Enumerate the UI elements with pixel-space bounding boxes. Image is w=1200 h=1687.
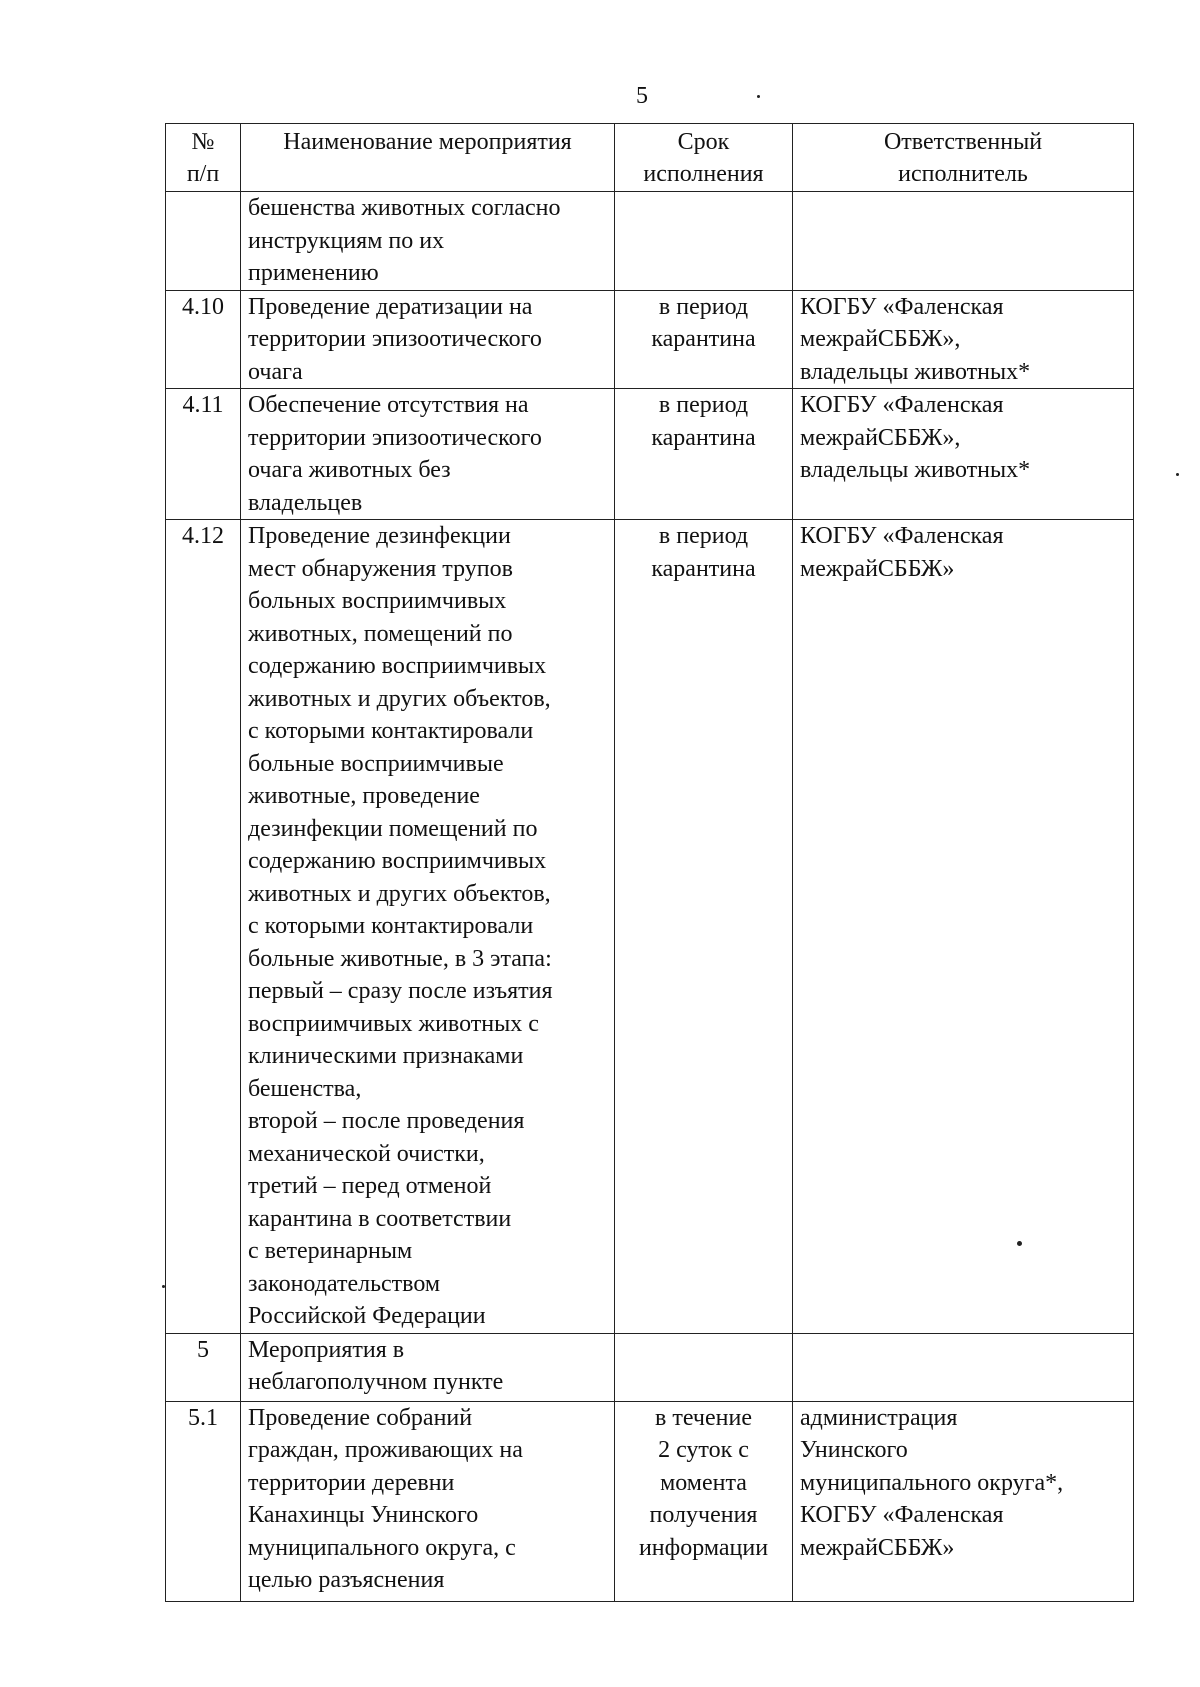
page-number: 5 <box>636 83 648 109</box>
row-responsible <box>793 192 1134 291</box>
row-term <box>615 192 793 291</box>
column-header-term: Срок исполнения <box>615 124 793 192</box>
row-responsible: КОГБУ «Фаленская межрайСББЖ», владельцы животных* <box>793 389 1134 520</box>
row-number: 4.12 <box>166 520 241 1334</box>
row-responsible: КОГБУ «Фаленская межрайСББЖ» <box>793 520 1134 1334</box>
row-measure-name: Обеспечение отсутствия на территории эпизоотического очага животных без владельцев <box>241 389 615 520</box>
column-header-name: Наименование мероприятия <box>241 124 615 192</box>
table-row <box>166 290 1134 389</box>
row-measure-name: бешенства животных согласно инструкциям по их применению <box>241 192 615 291</box>
table-row <box>166 389 1134 520</box>
row-term: в течение 2 суток с момента получения информации <box>615 1401 793 1601</box>
table-header-row <box>166 124 1134 192</box>
table-row <box>166 1401 1134 1601</box>
row-measure-name: Проведение дезинфекции мест обнаружения трупов больных восприимчивых животных, помещений по содержанию восприимчивых животных и других объектов, с которыми контактировали больные восприимчивые животные, проведение дезинфекции помещений по содержанию восприимчивых животных и других объектов, с которыми контактировали больные животные, в 3 этапа: первый – сразу после изъятия восприимчивых животных с клиническими признаками бешенства, второй – после проведения механической очистки, третий – перед отменой карантина в соответствии с ветеринарным законодательством Российской Федерации <box>241 520 615 1334</box>
row-term: в период карантина <box>615 520 793 1334</box>
row-term: в период карантина <box>615 389 793 520</box>
row-measure-name: Проведение дератизации на территории эпизоотического очага <box>241 290 615 389</box>
table-row <box>166 520 1134 1334</box>
row-responsible: КОГБУ «Фаленская межрайСББЖ», владельцы животных* <box>793 290 1134 389</box>
row-number: 5.1 <box>166 1401 241 1601</box>
row-measure-name: Проведение собраний граждан, проживающих на территории деревни Канахинцы Унинского муниципального округа, с целью разъяснения <box>241 1401 615 1601</box>
row-number: 5 <box>166 1333 241 1401</box>
table-row <box>166 1333 1134 1401</box>
row-responsible: администрация Унинского муниципального округа*, КОГБУ «Фаленская межрайСББЖ» <box>793 1401 1134 1601</box>
column-header-responsible: Ответственный исполнитель <box>793 124 1134 192</box>
row-number: 4.10 <box>166 290 241 389</box>
row-number <box>166 192 241 291</box>
row-measure-name: Мероприятия в неблагополучном пункте <box>241 1333 615 1401</box>
measures-table <box>165 123 1134 1602</box>
row-term <box>615 1333 793 1401</box>
table-row <box>166 192 1134 291</box>
scan-speck <box>1176 473 1179 476</box>
scan-speck <box>757 95 760 98</box>
row-number: 4.11 <box>166 389 241 520</box>
row-term: в период карантина <box>615 290 793 389</box>
column-header-number: № п/п <box>166 124 241 192</box>
row-responsible <box>793 1333 1134 1401</box>
